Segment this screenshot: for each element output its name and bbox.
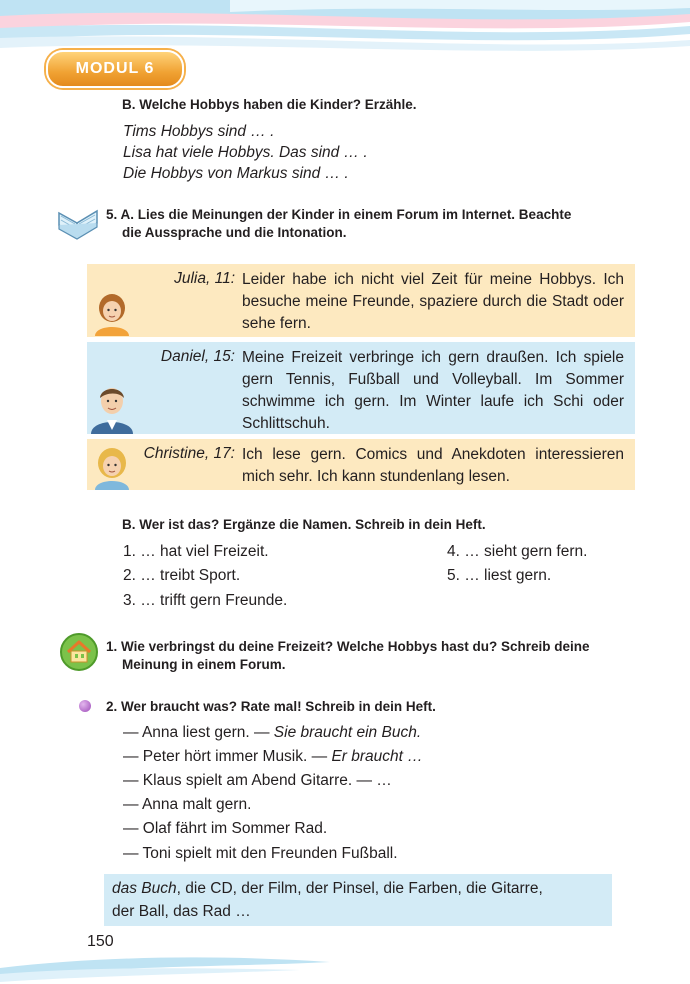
task-5b-item: 3. … trifft gern Freunde.: [123, 592, 288, 609]
post-text: Ich lese gern. Comics und Anekdoten interessieren mich sehr. Ich kann stundenlang lesen.: [242, 446, 624, 485]
word-box-line: das Buch, die CD, der Film, der Pinsel, die Farben, die Gitarre,: [112, 880, 543, 897]
task-2-line: — Klaus spielt am Abend Gitarre. — …: [123, 772, 392, 789]
post-author: Daniel, 15:: [160, 348, 235, 365]
task-5a-heading-line2: die Aussprache und die Intonation.: [122, 225, 347, 240]
post-text: Leider habe ich nicht viel Zeit für meine Hobbys. Ich besuche meine Freunde, spaziere durch die Stadt oder sehe fern.: [242, 271, 624, 332]
boy-avatar-icon: [89, 380, 135, 434]
task-b-heading: B. Welche Hobbys haben die Kinder? Erzähle.: [122, 97, 417, 112]
footer-wave: [0, 948, 690, 984]
task-5b-item: 2. … treibt Sport.: [123, 567, 241, 584]
page-number: 150: [87, 933, 114, 950]
task-2-line: — Toni spielt mit den Freunden Fußball.: [123, 845, 398, 862]
task-b-line: Die Hobbys von Markus sind … .: [123, 165, 349, 182]
homework-1-heading-line1: 1. Wie verbringst du deine Freizeit? Welche Hobbys hast du? Schreib deine: [106, 639, 590, 654]
task-5b-item: 5. … liest gern.: [447, 567, 552, 584]
task-5b-item: 4. … sieht gern fern.: [447, 543, 588, 560]
task-2-line: — Anna malt gern.: [123, 796, 252, 813]
task-5b-item: 1. … hat viel Freizeit.: [123, 543, 269, 560]
task-5a-heading-line1: 5. A. Lies die Meinungen der Kinder in einem Forum im Internet. Beachte: [106, 207, 572, 222]
task-5b-heading: B. Wer ist das? Ergänze die Namen. Schreib in dein Heft.: [122, 517, 486, 532]
homework-1-heading-line2: Meinung in einem Forum.: [122, 657, 286, 672]
bullet-dot-icon: [79, 700, 91, 712]
task-2-line: — Anna liest gern. — Sie braucht ein Buch.: [123, 724, 422, 741]
post-text: Meine Freizeit verbringe ich gern draußen. Ich spiele gern Tennis, Fußball und Volleyball. Im Sommer schwimme ich gern. Im Winter laufe ich Schi oder Schlittschuh.: [242, 349, 624, 432]
task-b-line: Lisa hat viele Hobbys. Das sind … .: [123, 144, 368, 161]
girl-avatar-icon: [89, 442, 135, 490]
forum-post-daniel: [87, 342, 635, 434]
post-author: Christine, 17:: [143, 445, 235, 462]
post-author: Julia, 11:: [174, 270, 235, 287]
module-badge: MODUL 6: [46, 50, 184, 88]
task-2-line: — Peter hört immer Musik. — Er braucht …: [123, 748, 423, 765]
girl-avatar-icon: [89, 288, 135, 336]
home-icon: [59, 632, 99, 672]
word-box: [104, 874, 612, 926]
word-box-line: der Ball, das Rad …: [112, 903, 251, 920]
task-b-line: Tims Hobbys sind … .: [123, 123, 275, 140]
task-2-heading: 2. Wer braucht was? Rate mal! Schreib in dein Heft.: [106, 699, 436, 714]
forum-post-julia: [87, 264, 635, 337]
book-icon: [55, 203, 101, 241]
forum-post-christine: [87, 439, 635, 490]
task-2-line: — Olaf fährt im Sommer Rad.: [123, 820, 328, 837]
